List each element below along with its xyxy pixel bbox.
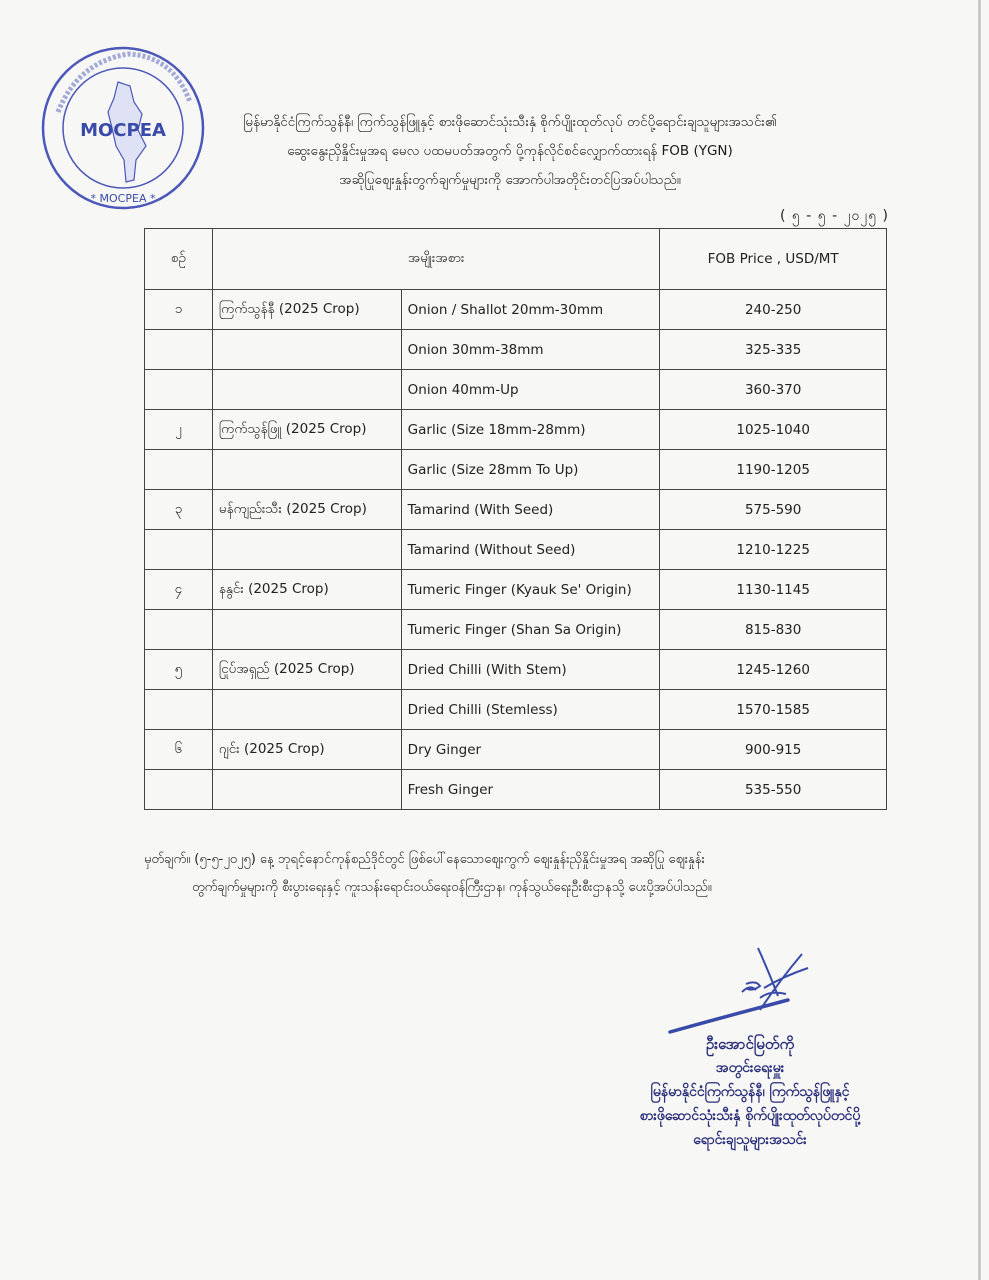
row-no	[145, 610, 213, 650]
remark-note	[144, 846, 904, 902]
row-no	[145, 370, 213, 410]
row-price: 1245-1260	[660, 650, 887, 690]
row-price: 240-250	[660, 290, 887, 330]
header-no: စဉ်	[145, 229, 213, 290]
row-price: 1025-1040	[660, 410, 887, 450]
table-row	[145, 650, 887, 690]
row-description: Garlic (Size 28mm To Up)	[401, 450, 660, 490]
signatory-org-line-2: စားဖိုဆောင်သုံးသီးနှံ စိုက်ပျိုးထုတ်လုပ်တင်ပို့	[639, 1108, 861, 1124]
remark-line-1: မှတ်ချက်။ (၅-၅-၂၀၂၅) နေ့ ဘုရင့်နောင်ကုန်စည်ဒိုင်တွင် ဖြစ်ပေါ်နေသောဈေးကွက် ဈေးနှုန်းညှိနှိုင်းမှုအရ အဆိုပြု ဈေးနှုန်း	[144, 852, 705, 867]
row-product-name: မန်ကျည်းသီး (2025 Crop)	[212, 490, 401, 530]
row-product-name: ကြက်သွန်နီ (2025 Crop)	[212, 290, 401, 330]
fob-price-table	[144, 228, 887, 810]
row-price: 535-550	[660, 770, 887, 810]
table-row	[145, 370, 887, 410]
row-no: ၁	[145, 290, 213, 330]
row-description: Dried Chilli (Stemless)	[401, 690, 660, 730]
table-row	[145, 610, 887, 650]
table-row	[145, 450, 887, 490]
page-edge	[978, 0, 981, 1280]
row-product-name	[212, 610, 401, 650]
row-price: 360-370	[660, 370, 887, 410]
signatory-name: ဦးအောင်မြတ်ကို	[705, 1035, 795, 1053]
row-product-name	[212, 530, 401, 570]
table-row	[145, 290, 887, 330]
row-product-name	[212, 770, 401, 810]
header-item-type: အမျိုးအစား	[212, 229, 659, 290]
row-no: ၃	[145, 490, 213, 530]
table-row	[145, 730, 887, 770]
table-row	[145, 530, 887, 570]
table-row	[145, 770, 887, 810]
svg-text:MOCPEA: MOCPEA	[80, 120, 166, 141]
row-no: ၆	[145, 730, 213, 770]
row-no: ၂	[145, 410, 213, 450]
row-description: Onion / Shallot 20mm-30mm	[401, 290, 660, 330]
row-product-name: ကြက်သွန်ဖြူ (2025 Crop)	[212, 410, 401, 450]
table-row	[145, 690, 887, 730]
row-product-name: ဂျင်း (2025 Crop)	[212, 730, 401, 770]
row-description: Onion 30mm-38mm	[401, 330, 660, 370]
header-line-3: အဆိုပြုဈေးနှုန်းတွက်ချက်မှုများကို အောက်ပါအတိုင်းတင်ပြအပ်ပါသည်။	[339, 172, 681, 188]
row-description: Tamarind (Without Seed)	[401, 530, 660, 570]
remark-line-2: တွက်ချက်မှုများကို စီးပွားရေးနှင့် ကူးသန်းရောင်းဝယ်ရေးဝန်ကြီးဌာန၊ ကုန်သွယ်ရေးဦးစီးဌာနသို့ ပေးပို့အပ်ပါသည်။	[192, 880, 712, 895]
table-row	[145, 490, 887, 530]
row-product-name	[212, 330, 401, 370]
row-description: Onion 40mm-Up	[401, 370, 660, 410]
svg-text:* MOCPEA *: * MOCPEA *	[90, 192, 156, 205]
signatory-title: အတွင်းရေးမှူး	[715, 1060, 785, 1076]
row-no: ၄	[145, 570, 213, 610]
header-line-2: ဆွေးနွေးညှိနှိုင်းမှုအရ မေလ ပထမပတ်အတွက် ပို့ကုန်လိုင်စင်လျှောက်ထားရန် FOB (YGN)	[287, 143, 733, 159]
row-product-name: ငြုပ်အရှည် (2025 Crop)	[212, 650, 401, 690]
row-product-name	[212, 690, 401, 730]
row-price: 1570-1585	[660, 690, 887, 730]
row-product-name	[212, 450, 401, 490]
header-line-1: မြန်မာနိုင်ငံကြက်သွန်နီ၊ ကြက်သွန်ဖြူနှင့် စားဖိုဆောင်သုံးသီးနှံ စိုက်ပျိုးထုတ်လုပ် တင်ပို့ရောင်းချသူများအသင်း၏	[243, 114, 777, 130]
header-fob-price: FOB Price , USD/MT	[660, 229, 887, 290]
signatory-org-line-1: မြန်မာနိုင်ငံကြက်သွန်နီ၊ ကြက်သွန်ဖြူနှင့်	[650, 1084, 850, 1100]
table-row	[145, 410, 887, 450]
table-row	[145, 330, 887, 370]
row-price: 1190-1205	[660, 450, 887, 490]
row-description: Tumeric Finger (Shan Sa Origin)	[401, 610, 660, 650]
row-no	[145, 690, 213, 730]
row-no	[145, 450, 213, 490]
row-price: 325-335	[660, 330, 887, 370]
row-product-name	[212, 370, 401, 410]
signatory-org-line-3: ရောင်းချသူများအသင်း	[693, 1132, 807, 1148]
row-product-name: နနွင်း (2025 Crop)	[212, 570, 401, 610]
table-header-row	[145, 229, 887, 290]
mocpea-logo-seal	[38, 42, 208, 214]
signatory-block	[600, 1032, 900, 1152]
row-description: Tumeric Finger (Kyauk Se' Origin)	[401, 570, 660, 610]
row-no	[145, 770, 213, 810]
row-price: 815-830	[660, 610, 887, 650]
row-no	[145, 530, 213, 570]
row-no	[145, 330, 213, 370]
row-price: 1210-1225	[660, 530, 887, 570]
row-description: Garlic (Size 18mm-28mm)	[401, 410, 660, 450]
document-date: ( ၅ - ၅ - ၂၀၂၅ )	[780, 208, 889, 224]
row-description: Dried Chilli (With Stem)	[401, 650, 660, 690]
row-description: Fresh Ginger	[401, 770, 660, 810]
row-price: 575-590	[660, 490, 887, 530]
table-body	[145, 290, 887, 810]
row-price: 900-915	[660, 730, 887, 770]
row-description: Dry Ginger	[401, 730, 660, 770]
row-no: ၅	[145, 650, 213, 690]
handwritten-signature	[660, 940, 820, 1040]
letter-header	[190, 108, 830, 195]
row-description: Tamarind (With Seed)	[401, 490, 660, 530]
row-price: 1130-1145	[660, 570, 887, 610]
table-row	[145, 570, 887, 610]
